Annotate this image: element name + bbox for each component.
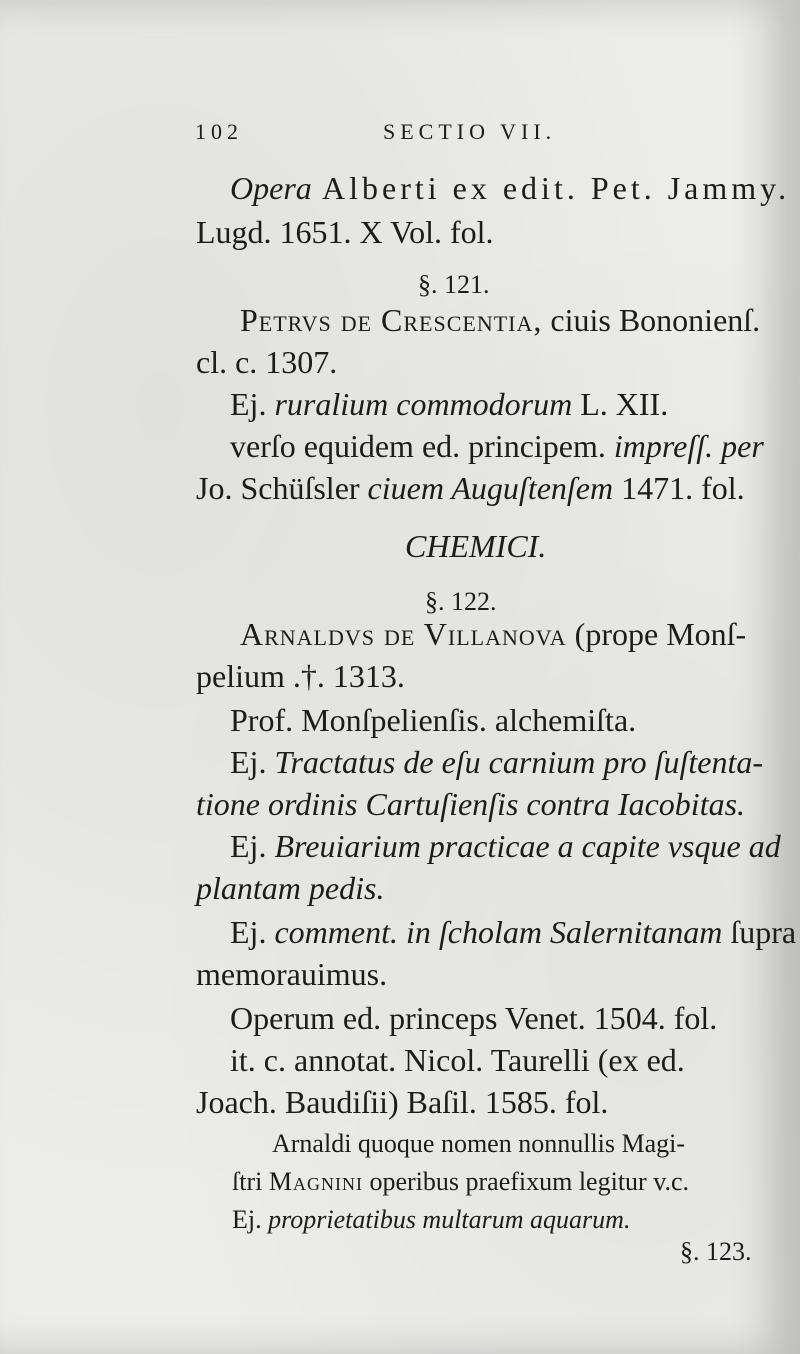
text-line-6 bbox=[230, 426, 764, 466]
text-line-3 bbox=[240, 300, 760, 340]
text-span: verſo equidem ed. principem. bbox=[230, 428, 614, 464]
text-line-5 bbox=[230, 384, 668, 424]
text-span: ſupra bbox=[722, 914, 797, 950]
text-line-8 bbox=[240, 614, 746, 654]
text-line-16: memorauimus. bbox=[196, 956, 388, 992]
text-span: Jo. Schüſsler bbox=[196, 470, 368, 506]
text-line-17: Operum ed. princeps Venet. 1504. fol. bbox=[230, 1000, 718, 1036]
text-line-18: it. c. annotat. Nicol. Taurelli (ex ed. bbox=[230, 1042, 685, 1078]
text-line-15 bbox=[230, 912, 796, 952]
text-line-22 bbox=[232, 1200, 630, 1240]
text-line-13 bbox=[230, 826, 781, 866]
page-number: 102 bbox=[195, 119, 243, 144]
italic-word: impreſſ. per bbox=[613, 428, 764, 464]
section-mark-121: §. 121. bbox=[418, 270, 490, 299]
text-span: 1471. fol. bbox=[613, 470, 745, 506]
text-span: Ej. bbox=[230, 828, 275, 864]
running-header: SECTIO VII. bbox=[383, 119, 557, 144]
text-line-10: Prof. Monſpelienſis. alchemiſta. bbox=[230, 702, 637, 738]
author-name: Arnaldvs de Villanova bbox=[240, 616, 567, 652]
text-line-2: Lugd. 1651. X Vol. fol. bbox=[196, 214, 494, 250]
text-span: Ej. bbox=[230, 914, 275, 950]
text-span: ſtri bbox=[232, 1167, 269, 1196]
italic-title: proprietatibus multarum aquarum. bbox=[268, 1205, 631, 1234]
text-span: Ej. bbox=[230, 744, 275, 780]
italic-title: Breuiarium practicae a capite vsque ad bbox=[274, 828, 781, 864]
heading-chemici: CHEMICI. bbox=[405, 528, 547, 564]
text-span: Ej. bbox=[232, 1205, 269, 1234]
text-line-14: plantam pedis. bbox=[196, 870, 385, 906]
text-line-1 bbox=[230, 168, 790, 208]
author-name: Petrvs de Crescentia, bbox=[240, 302, 543, 338]
text-line-11 bbox=[230, 742, 763, 782]
text-line-7 bbox=[196, 468, 745, 508]
text-line-4: cl. c. 1307. bbox=[196, 344, 338, 380]
text-line-19: Joach. Baudiſii) Baſil. 1585. fol. bbox=[196, 1084, 609, 1120]
italic-title: comment. in ſcholam Salernitanam bbox=[274, 914, 723, 950]
italic-word: ciuem Auguſtenſem bbox=[367, 470, 614, 506]
section-mark-122: §. 122. bbox=[425, 587, 497, 616]
text-span: Alberti ex edit. Pet. Jammy. bbox=[311, 170, 791, 206]
text-span: ciuis Bononienſ. bbox=[542, 302, 761, 338]
text-line-20: Arnaldi quoque nomen nonnullis Magi- bbox=[272, 1129, 686, 1158]
italic-word: Opera bbox=[230, 170, 312, 206]
italic-title: ruralium commodorum bbox=[274, 386, 573, 422]
catchword: §. 123. bbox=[680, 1237, 752, 1266]
text-line-12: tione ordinis Cartuſienſis contra Iacobitas. bbox=[196, 786, 746, 822]
text-line-21 bbox=[232, 1162, 689, 1202]
text-span: L. XII. bbox=[572, 386, 669, 422]
text-line-9: pelium .†. 1313. bbox=[196, 658, 405, 694]
italic-title: Tractatus de eſu carnium pro ſuſtenta- bbox=[274, 744, 763, 780]
text-span: operibus praefixum legitur v.c. bbox=[362, 1167, 690, 1196]
author-name: Magnini bbox=[268, 1167, 363, 1196]
text-span: (prope Monſ- bbox=[566, 616, 747, 652]
text-span: Ej. bbox=[230, 386, 275, 422]
